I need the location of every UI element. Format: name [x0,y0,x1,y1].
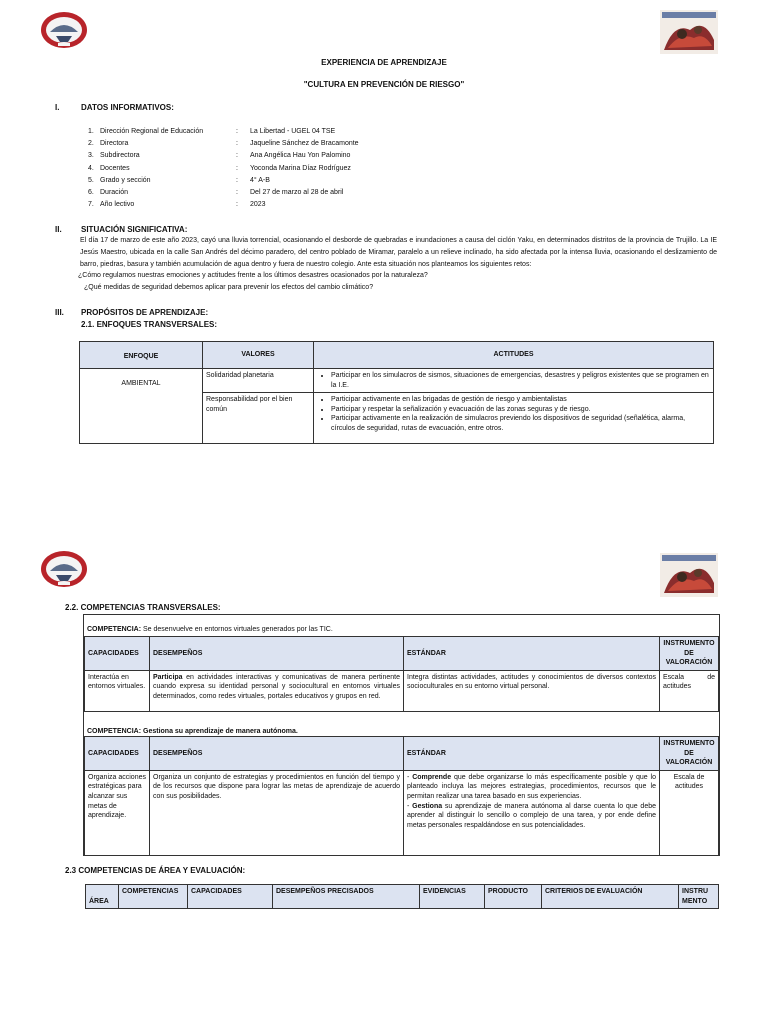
question-2: ¿Qué medidas de seguridad debemos aplicar para prevenir los efectos del cambio climático? [84,284,374,291]
info-value: 4° A-B [250,176,270,184]
table-header-row [80,342,714,369]
col-desempenos: DESEMPEÑOS [150,737,404,771]
estandar-cell: Integra distintas actividades, actitudes y conocimientos de diversos contextos socioculturales en su entorno virtual personal. [404,670,660,711]
estandar-text: su aprendizaje de manera autónoma al darse cuenta lo que debe aprender al distinguir lo sencillo o complejo de una tarea, y por ende define metas personales respaldándose en sus potencialidades. [407,802,657,829]
competencia-1-table [84,636,719,712]
table-header-row [85,737,719,771]
info-key: Año lectivo [100,201,135,209]
col-area: ÁREA [86,885,119,909]
info-colon: : [236,140,238,148]
valor-cell: Solidaridad planetaria [203,369,314,393]
col-estandar: ESTÁNDAR [404,637,660,671]
info-key: Duración [100,188,129,196]
info-num: 6. [88,188,94,196]
table-header-row [85,637,719,671]
info-value: Del 27 de marzo al 28 de abril [250,188,344,196]
section-number: II. [55,225,62,234]
estandar-cell [404,770,660,855]
competencia-label: COMPETENCIA: [87,728,142,735]
col-evidencias: EVIDENCIAS [420,885,485,909]
desempeno-text: en actividades interactivas y comunicativas de manera pertinente cuando expresa su identidad personal y sociocultural en entornos virtuales determinados, como redes virtuales, portales educativos y grupos en red. [153,673,400,700]
section-title: SITUACIÓN SIGNIFICATIVA: [81,225,188,234]
bold-verb: Participa [153,673,183,681]
campaign-logo [660,10,718,54]
subsection-2-1: 2.1. ENFOQUES TRANSVERSALES: [81,320,218,329]
list-item: • Participar en los simulacros de sismos, situaciones de emergencias, desastres y peligros existentes que se programen en la I.E. [331,371,710,390]
col-instrumento: INSTRUMENTO DE VALORACIÓN [660,637,719,671]
info-key: Directora [100,140,129,148]
question-1: ¿Cómo regulamos nuestras emociones y actitudes frente a los últimos desastres ocasionados por la naturaleza? [78,272,428,279]
col-criterios: CRITERIOS DE EVALUACIÓN [542,885,679,909]
area-table [85,884,719,909]
info-value: Ana Angélica Hau Yon Palomino [250,152,351,160]
table-row [85,670,719,711]
school-logo [40,10,88,50]
competencias-transversales-box [83,614,720,856]
campaign-logo [660,553,718,597]
actitudes-cell [314,393,714,444]
table-row [80,369,714,393]
info-key: Grado y sección [100,176,151,184]
info-key: Dirección Regional de Educación [100,128,204,135]
instrumento-cell: Escala de actitudes [660,770,719,855]
col-capacidades: CAPACIDADES [85,737,150,771]
document-title: EXPERIENCIA DE APRENDIZAJE [321,58,447,67]
section-number: I. [55,103,60,112]
info-value: 2023 [250,201,266,209]
info-key: Subdirectora [100,152,140,160]
table-row [85,770,719,855]
table-header-row [86,885,719,909]
info-num: 7. [88,201,94,209]
competencia-label: COMPETENCIA: [87,626,142,633]
col-instrumento: INSTRUMENTO DE VALORACIÓN [660,737,719,771]
competencia-text: Gestiona su aprendizaje de manera autónoma. [141,728,298,735]
col-enfoque: ENFOQUE [80,342,203,369]
col-desempenos: DESEMPEÑOS [150,637,404,671]
info-colon: : [236,164,238,172]
bold-verb: Comprende [412,773,452,781]
desempeno-cell: Organiza un conjunto de estrategias y procedimientos en función del tiempo y de los recursos que dispone para lograr las metas de aprendizaje de acuerdo con sus posibilidades. [150,770,404,855]
list-item: • Participar y respetar la señalización y evacuación de las zonas seguras y de riesgo. [331,405,710,415]
info-colon: : [236,188,238,196]
col-estandar: ESTÁNDAR [404,737,660,771]
competencia-text: Se desenvuelve en entornos virtuales generados por las TIC. [141,626,333,633]
enfoque-cell: AMBIENTAL [80,369,203,444]
list-item: • Participar activamente en la realización de simulacros previendo los dispositivos de seguridad (señalética, alarma, círculos de seguridad, rutas de evacuación, entre otros. [331,414,710,433]
info-num: 1. [88,128,94,135]
bold-verb: Gestiona [412,802,443,810]
section-number: III. [55,308,64,317]
school-logo [40,549,88,589]
section-title: DATOS INFORMATIVOS: [81,103,174,112]
col-producto: PRODUCTO [485,885,542,909]
info-colon: : [236,201,238,209]
col-valores: VALORES [203,342,314,369]
col-capacidades: CAPACIDADES [188,885,273,909]
estandar-text: que debe organizarse lo más específicamente posible y que lo planteado incluya las mejores estrategias, procedimientos, recursos que le permitan realizar una tarea basado en sus experiencias. [407,773,657,800]
info-value: Jaqueline Sánchez de Bracamonte [250,140,359,148]
instrumento-cell: Escala de actitudes [660,670,719,711]
info-num: 4. [88,164,94,172]
info-value: La Libertad - UGEL 04 TSE [250,128,336,135]
info-colon: : [236,176,238,184]
situation-text: El día 17 de marzo de este año 2023, cayó una lluvia torrencial, ocasionando el desborde de quebradas e inundaciones a causa del ciclón Yaku, en determinados distritos de la provincia de Trujillo. La IE Jesús Maestro, ubicada en la calle San Andrés del décimo paradero, del centro poblado de Miramar, paralelo a un relieve inclinado, ha sido afectada por la intensa lluvia, ocasionando el deslizamiento de barro, piedras, basura y también acumulación de agua dentro y fuera de nuestro colegio. Ante esta situación nos planteamos los siguientes retos: [80,237,717,269]
info-num: 5. [88,176,94,184]
col-instrumento: INSTRU MENTO [679,885,719,909]
section-title: PROPÓSITOS DE APRENDIZAJE: [81,308,209,317]
competencia-2-table [84,736,719,856]
subsection-2-2: 2.2. COMPETENCIAS TRANSVERSALES: [65,603,221,612]
competencia-1 [84,621,336,636]
info-key: Docentes [100,164,130,172]
col-competencias: COMPETENCIAS [119,885,188,909]
info-num: 2. [88,140,94,148]
info-value: Yoconda Marina Díaz Rodríguez [250,164,351,172]
info-colon: : [236,152,238,160]
capacidad-cell: Organiza acciones estratégicas para alcanzar sus metas de aprendizaje. [85,770,150,855]
estandar-item: - Gestiona su aprendizaje de manera autónoma al darse cuenta lo que debe aprender al distinguir lo sencillo o complejo de una tarea, y por ende define metas personales respaldándose en sus potencialidades. [407,802,657,829]
valor-cell: Responsabilidad por el bien común [203,393,314,444]
subsection-2-3: 2.3 COMPETENCIAS DE ÁREA Y EVALUACIÓN: [65,866,246,875]
actitudes-cell [314,369,714,393]
desempeno-cell [150,670,404,711]
document-subtitle: "CULTURA EN PREVENCIÓN DE RIESGO" [303,80,465,89]
capacidad-cell: Interactúa en entornos virtuales. [85,670,150,711]
info-colon: : [236,128,238,135]
enfoques-table [79,341,714,444]
estandar-item: - Comprende que debe organizarse lo más específicamente posible y que lo planteado incluya las mejores estrategias, procedimientos, recursos que le permitan realizar una tarea basado en sus experiencias. [407,773,657,800]
col-desempenos-precisados: DESEMPEÑOS PRECISADOS [273,885,420,909]
info-num: 3. [88,152,94,160]
col-capacidades: CAPACIDADES [85,637,150,671]
list-item: • Participar activamente en las brigadas de gestión de riesgo y ambientalistas [331,395,710,405]
col-actitudes: ACTITUDES [314,342,714,369]
